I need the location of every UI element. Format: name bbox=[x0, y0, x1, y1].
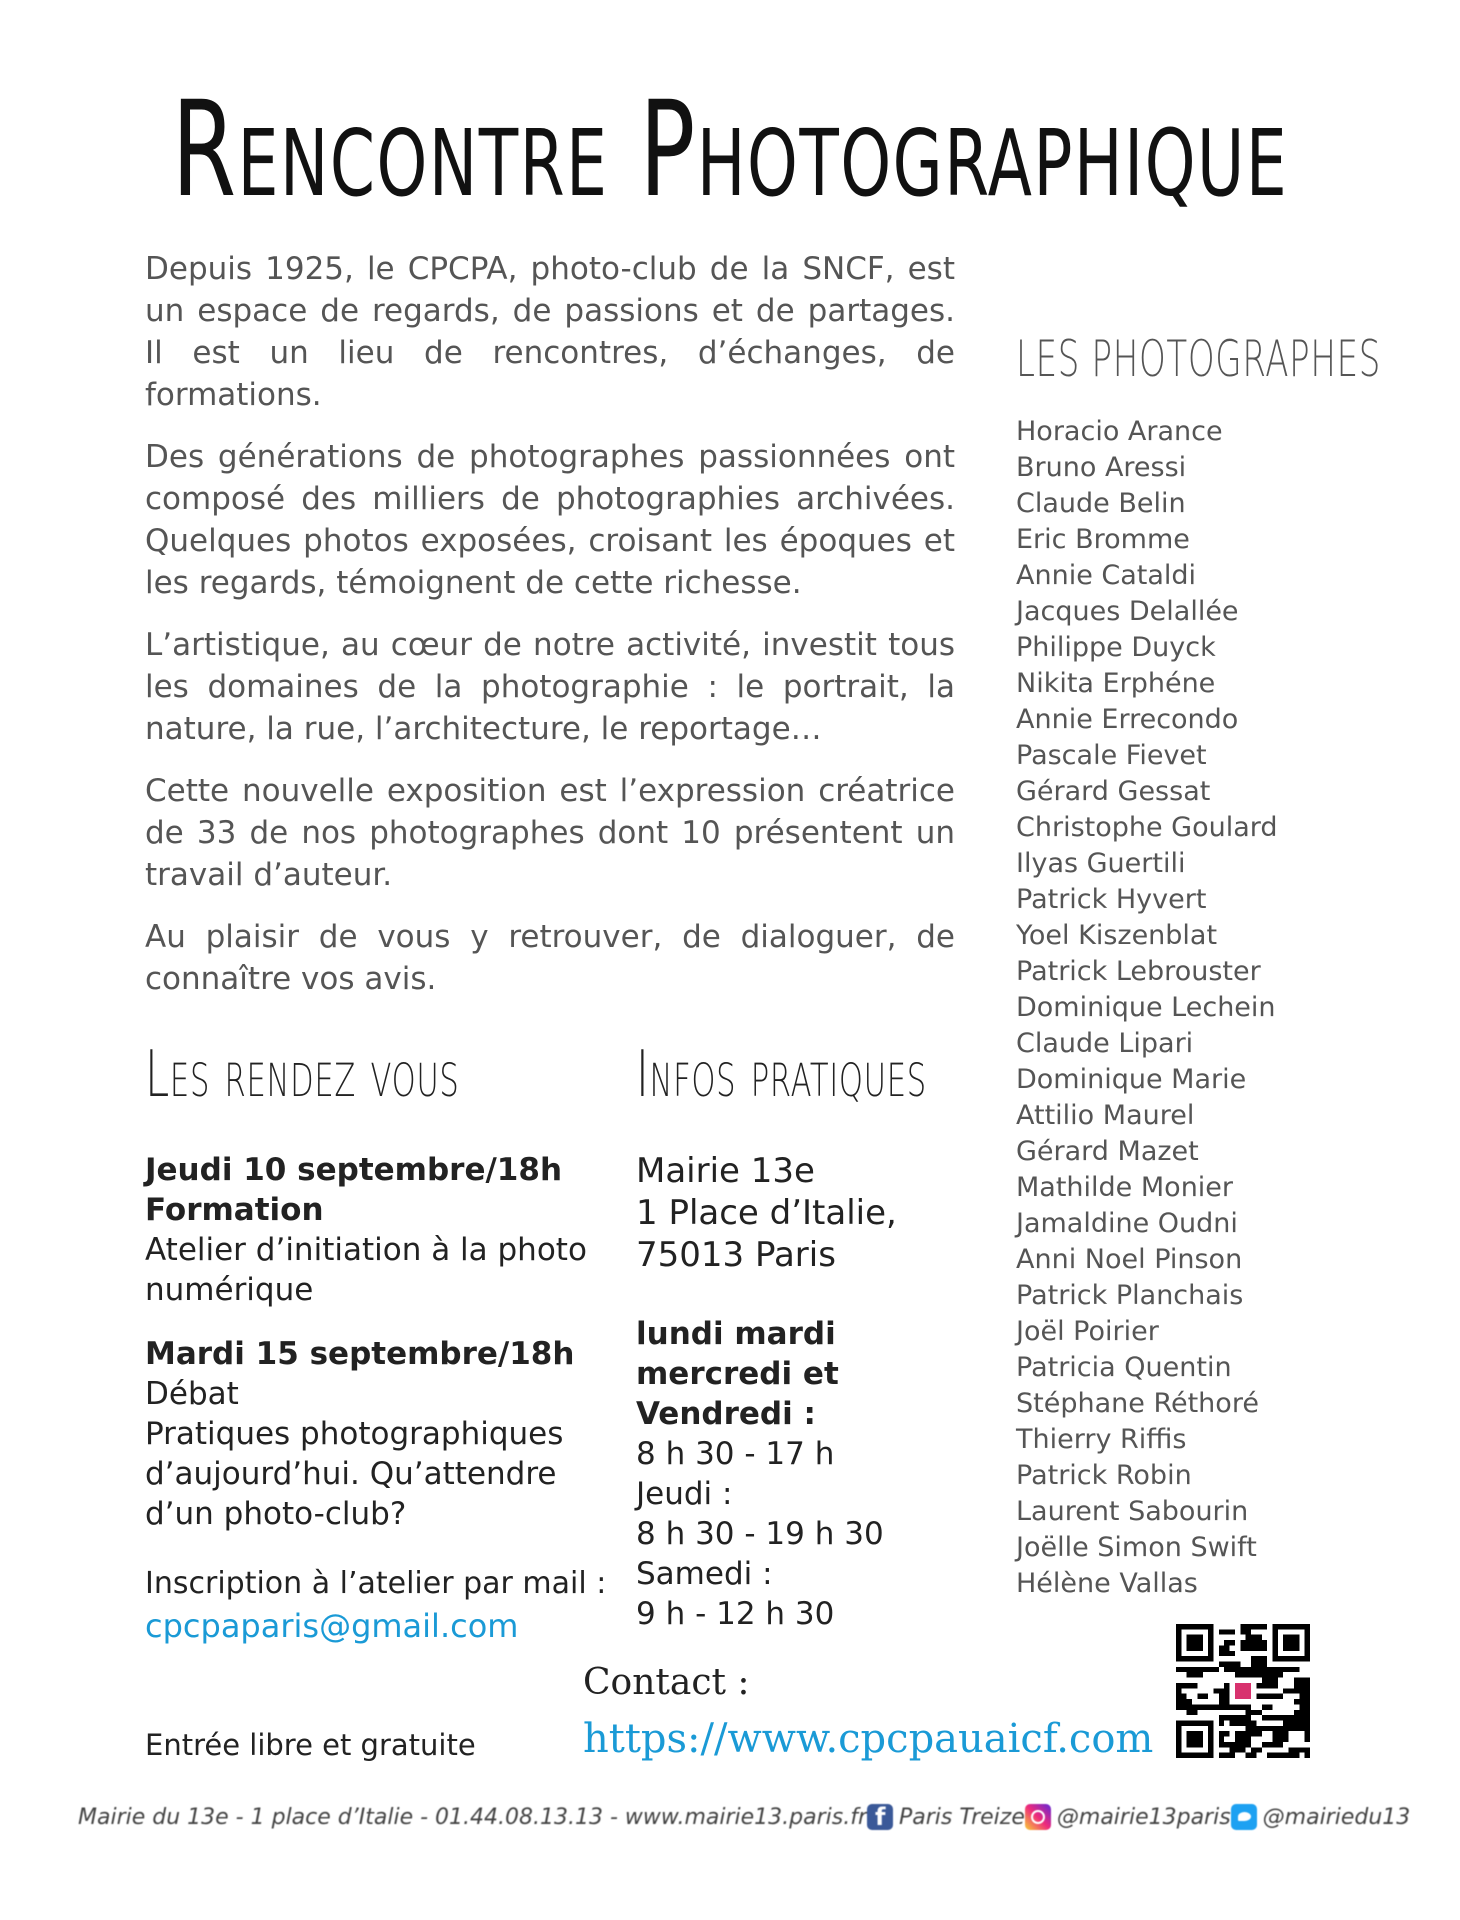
event-1 bbox=[145, 1150, 615, 1310]
photographer-name: Yoel Kiszenblat bbox=[1016, 920, 1218, 951]
free-entry-text: Entrée libre et gratuite bbox=[145, 1728, 476, 1762]
event-1-type: Formation bbox=[145, 1192, 324, 1228]
photographer-name: Patrick Hyvert bbox=[1016, 884, 1207, 915]
photographer-name: Laurent Sabourin bbox=[1016, 1496, 1249, 1527]
photographer-name: Joël Poirier bbox=[1016, 1316, 1159, 1347]
photographer-name: Dominique Lechein bbox=[1016, 992, 1276, 1023]
footer bbox=[78, 1797, 1411, 1837]
opening-days-thursday: Jeudi : bbox=[636, 1476, 733, 1512]
opening-hours-saturday: 9 h - 12 h 30 bbox=[636, 1596, 835, 1632]
photographer-name: Patrick Robin bbox=[1016, 1460, 1192, 1491]
photographer-name: Attilio Maurel bbox=[1016, 1100, 1195, 1131]
photographer-name: Patricia Quentin bbox=[1016, 1352, 1232, 1383]
intro-paragraph-1: Depuis 1925, le CPCPA, photo-club de la SNCF, est un espace de regards, de passions et de partages. Il est un lieu de rencontres, d’échanges, de formations. bbox=[145, 251, 955, 413]
photographer-name: Joëlle Simon Swift bbox=[1016, 1532, 1257, 1563]
photographer-name: Stéphane Réthoré bbox=[1016, 1388, 1259, 1419]
opening-hours-thursday: 8 h 30 - 19 h 30 bbox=[636, 1516, 884, 1552]
photographer-name: Thierry Riffis bbox=[1016, 1424, 1187, 1455]
photographer-name: Anni Noel Pinson bbox=[1016, 1244, 1243, 1275]
photographer-name: Mathilde Monier bbox=[1016, 1172, 1234, 1203]
rendezvous-heading: Les rendez vous bbox=[145, 1038, 460, 1112]
footer-twitter-label: @mairiedu13 bbox=[1262, 1804, 1411, 1830]
photographer-name: Claude Lipari bbox=[1016, 1028, 1194, 1059]
address-line-1: Mairie 13e bbox=[636, 1151, 815, 1191]
opening-days-saturday: Samedi : bbox=[636, 1556, 773, 1592]
photographer-name: Patrick Lebrouster bbox=[1016, 956, 1261, 987]
photographers-section bbox=[1016, 330, 1382, 1602]
photographer-name: Jacques Delallée bbox=[1016, 596, 1239, 627]
intro-paragraph-5: Au plaisir de vous y retrouver, de dialoguer, de connaître vos avis. bbox=[145, 919, 955, 997]
photographer-name: Dominique Marie bbox=[1016, 1064, 1247, 1095]
photographer-name: Patrick Planchais bbox=[1016, 1280, 1244, 1311]
photographer-name: Jamaldine Oudni bbox=[1016, 1208, 1238, 1239]
infos-section bbox=[636, 1150, 976, 1634]
event-2-type: Débat bbox=[145, 1376, 239, 1412]
footer-facebook[interactable] bbox=[867, 1804, 1025, 1830]
photographer-name: Ilyas Guertili bbox=[1016, 848, 1186, 879]
event-1-date: Jeudi 10 septembre/18h bbox=[145, 1152, 563, 1188]
address-line-2: 1 Place d’Italie, bbox=[636, 1193, 897, 1233]
address bbox=[636, 1150, 976, 1276]
rendezvous-section bbox=[145, 1150, 615, 1648]
photographers-heading: LES PHOTOGRAPHES bbox=[1016, 330, 1382, 388]
photographer-name: Nikita Erphéne bbox=[1016, 668, 1216, 699]
photographer-name: Hélène Vallas bbox=[1016, 1568, 1198, 1599]
photographer-name: Horacio Arance bbox=[1016, 416, 1223, 447]
infos-heading: Infos pratiques bbox=[636, 1038, 927, 1112]
event-2 bbox=[145, 1334, 615, 1534]
inscription-text: Inscription à l’atelier par mail : bbox=[145, 1566, 607, 1601]
photographer-name: Bruno Aressi bbox=[1016, 452, 1187, 483]
intro-paragraph-4: Cette nouvelle exposition est l’expression créatrice de 33 de nos photographes dont 10 présentent un travail d’auteur. bbox=[145, 773, 955, 893]
event-1-description: Atelier d’initiation à la photo numérique bbox=[145, 1232, 587, 1308]
page-title: Rencontre Photographique bbox=[171, 73, 1289, 227]
photographer-name: Eric Bromme bbox=[1016, 524, 1190, 555]
photographers-list bbox=[1016, 414, 1376, 1602]
footer-mairie-text: Mairie du 13e - 1 place d’Italie - 01.44.08.13.13 - www.mairie13.paris.fr bbox=[78, 1804, 868, 1830]
footer-instagram[interactable] bbox=[1025, 1804, 1231, 1830]
photographer-name: Gérard Gessat bbox=[1016, 776, 1211, 807]
footer-facebook-label: Paris Treize bbox=[899, 1804, 1025, 1830]
opening-days-weekdays: lundi mardi mercredi et Vendredi : bbox=[636, 1316, 839, 1432]
photographer-name: Gérard Mazet bbox=[1016, 1136, 1199, 1167]
intro-paragraph-2: Des générations de photographes passionnées ont composé des milliers de photographies archivées. Quelques photos exposées, croisant les époques et les regards, témoignent de cette richesse. bbox=[145, 439, 955, 601]
footer-instagram-label: @mairie13paris bbox=[1056, 1804, 1231, 1830]
photographer-name: Annie Errecondo bbox=[1016, 704, 1239, 735]
event-2-date: Mardi 15 septembre/18h bbox=[145, 1336, 575, 1372]
footer-twitter[interactable] bbox=[1231, 1804, 1411, 1830]
email-link[interactable]: cpcpaparis@gmail.com bbox=[145, 1607, 519, 1645]
qr-code-icon bbox=[1176, 1624, 1310, 1758]
intro-paragraph-3: L’artistique, au cœur de notre activité, investit tous les domaines de la photographie : le portrait, la nature, la rue, l’architecture, le reportage… bbox=[145, 627, 955, 747]
photographer-name: Pascale Fievet bbox=[1016, 740, 1207, 771]
photographer-name: Claude Belin bbox=[1016, 488, 1186, 519]
event-2-description: Pratiques photographiques d’aujourd’hui. Qu’attendre d’un photo-club? bbox=[145, 1416, 564, 1532]
intro-text bbox=[145, 248, 955, 1020]
address-line-3: 75013 Paris bbox=[636, 1235, 836, 1275]
photographer-name: Christophe Goulard bbox=[1016, 812, 1278, 843]
facebook-icon bbox=[867, 1804, 893, 1830]
instagram-icon bbox=[1025, 1804, 1051, 1830]
opening-hours-weekdays: 8 h 30 - 17 h bbox=[636, 1436, 835, 1472]
contact-label: Contact : bbox=[583, 1662, 750, 1703]
contact-url-link[interactable]: https://www.cpcpauaicf.com bbox=[583, 1716, 1154, 1762]
photographer-name: Philippe Duyck bbox=[1016, 632, 1216, 663]
twitter-icon bbox=[1231, 1804, 1257, 1830]
photographer-name: Annie Cataldi bbox=[1016, 560, 1197, 591]
